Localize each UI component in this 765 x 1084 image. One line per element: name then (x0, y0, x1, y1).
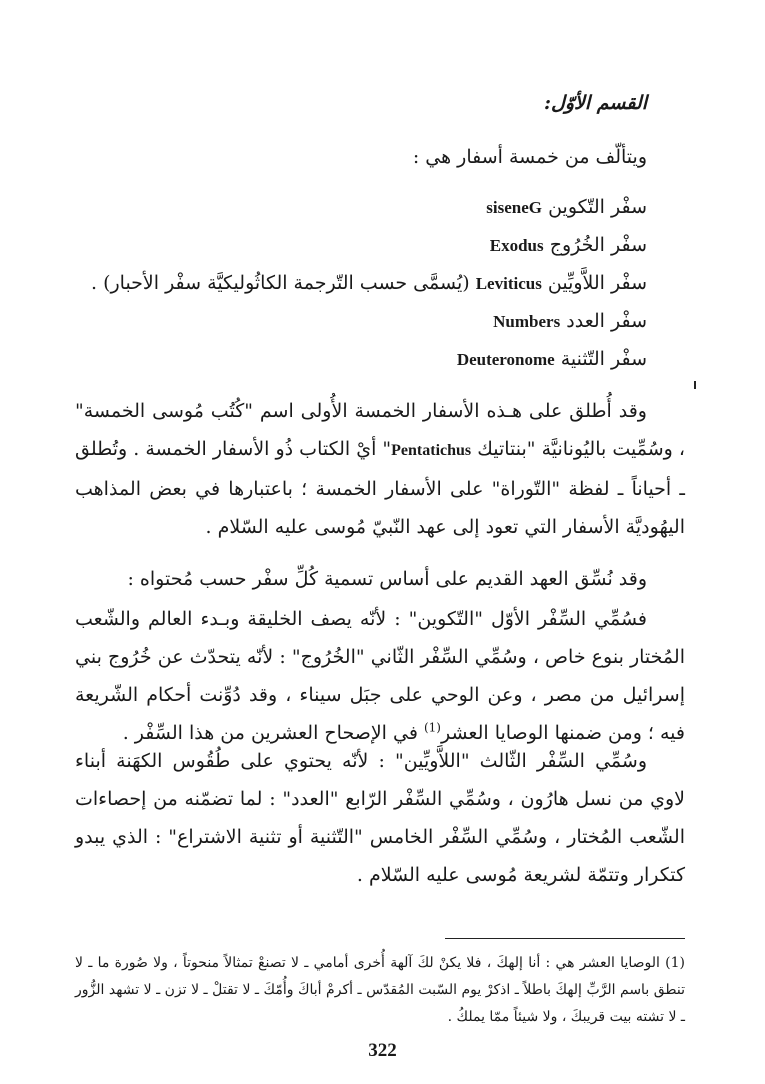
margin-tick (694, 381, 696, 389)
footnote-reference: (1) (423, 720, 441, 735)
footnote: (1) الوصايا العشر هي : أنا إلهكَ ، فلا يكنْ لكَ آلهة أُخرى أمامي ـ لا تصنعْ تمثالاً منحوتاً ، ولا صُورة ما ـ لا تنطق باسم الرَّبِّ إلهكَ باطلاً ـ اذكرْ يوم السّبت المُقدّس ـ أكرمْ أباكَ وأُمّكَ ـ لا تقتلْ ـ لا تزن ـ لا تشهد الزُّور ـ لا تشته بيت قريبكَ ، ولا شيئاً ممّا يملكُ . (75, 955, 685, 1025)
book-latin-name: Exodus (489, 236, 544, 255)
paragraph-arrangement: وقد نُسِّق العهد القديم على أساس تسمية كُلِّ سفْر حسب مُحتواه : (127, 568, 647, 590)
book-arabic-name: سفْر التّكوين (548, 196, 647, 218)
book-line (490, 234, 647, 256)
book-latin-name: Numbers (493, 312, 561, 331)
paragraph-text: " أيْ الكتاب ذُو الأسفار الخمسة . وتُطلق ـ أحياناً ـ لفظة "التّوراة" على الأسفار الخمسة ؛ باعتبارها في بعض المذاهب اليهُوديَّة الأسفار التي تعود إلى عهد النّبيّ مُوسى عليه السّلام . (75, 438, 685, 538)
paragraph-text: فسُمِّي السِّفْر الأوّل "التّكوين" : لأنّه يصف الخليقة وبـدء العالم والشّعب المُختار بنوع خاص ، وسُمِّي السِّفْر الثّاني "الخُرُوج" : لأنّه يتحدّث عن خُرُوج بني إسرائيل من مصر ، وعن الوحي على جبَل سيناء ، وقد دُوِّنت أحكام الشّريعة فيه ؛ ومن ضمنها الوصايا العشر (75, 608, 685, 744)
book-line (486, 196, 647, 218)
latin-term: Pentatichus (391, 442, 472, 459)
book-arabic-name: سفْر اللاَّويِّين (547, 272, 647, 294)
intro-line: ويتألّف من خمسة أسفار هي : (412, 146, 647, 168)
paragraph-text: في الإصحاح العشرين من هذا السِّفْر . (122, 722, 424, 744)
paragraph-text: وقد أُطلق على هـذه الأسفار الخمسة الأُولى اسم "كُتُب مُوسى الخمسة" ، وسُمِّيت باليُونانيَّة "بنتاتيك (75, 400, 685, 460)
footnote-divider (445, 938, 685, 939)
book-latin-name: Deuteronome (456, 350, 555, 369)
book-line (91, 272, 647, 294)
book-latin-name: Leviticus (475, 274, 542, 293)
paragraph-leviticus-numbers: وسُمِّي السِّفْر الثّالث "اللاَّويِّين" : لأنّه يحتوي على طُقُوس الكهَنة أبناء لاوي من نسل هارُون ، وسُمِّي السِّفْر الرّابع "العدد" : لما تضمّنه من إحصاءات الشّعب المُختار ، وسُمِّي السِّفْر الخامس "التّثنية أو تثنية الاشتراع" : الذي يبدو كتكرار وتتمّة لشريعة مُوسى عليه السّلام . (75, 750, 685, 886)
section-heading: القسم الأوّل: (544, 92, 647, 114)
book-note: (يُسمَّى حسب التّرجمة الكاثُوليكيَّة سفْر الأحبار) . (90, 272, 470, 294)
book-latin-name: siseneG (486, 198, 543, 217)
book-arabic-name: سفْر الخُرُوج (549, 234, 647, 256)
book-arabic-name: سفْر التّثنية (560, 348, 647, 370)
paragraph-pentateuch (75, 392, 685, 546)
book-arabic-name: سفْر العدد (566, 310, 647, 332)
book-line (493, 310, 647, 332)
paragraph-genesis-exodus (75, 600, 685, 752)
page-number: 322 (368, 1040, 397, 1061)
book-line (457, 348, 647, 370)
